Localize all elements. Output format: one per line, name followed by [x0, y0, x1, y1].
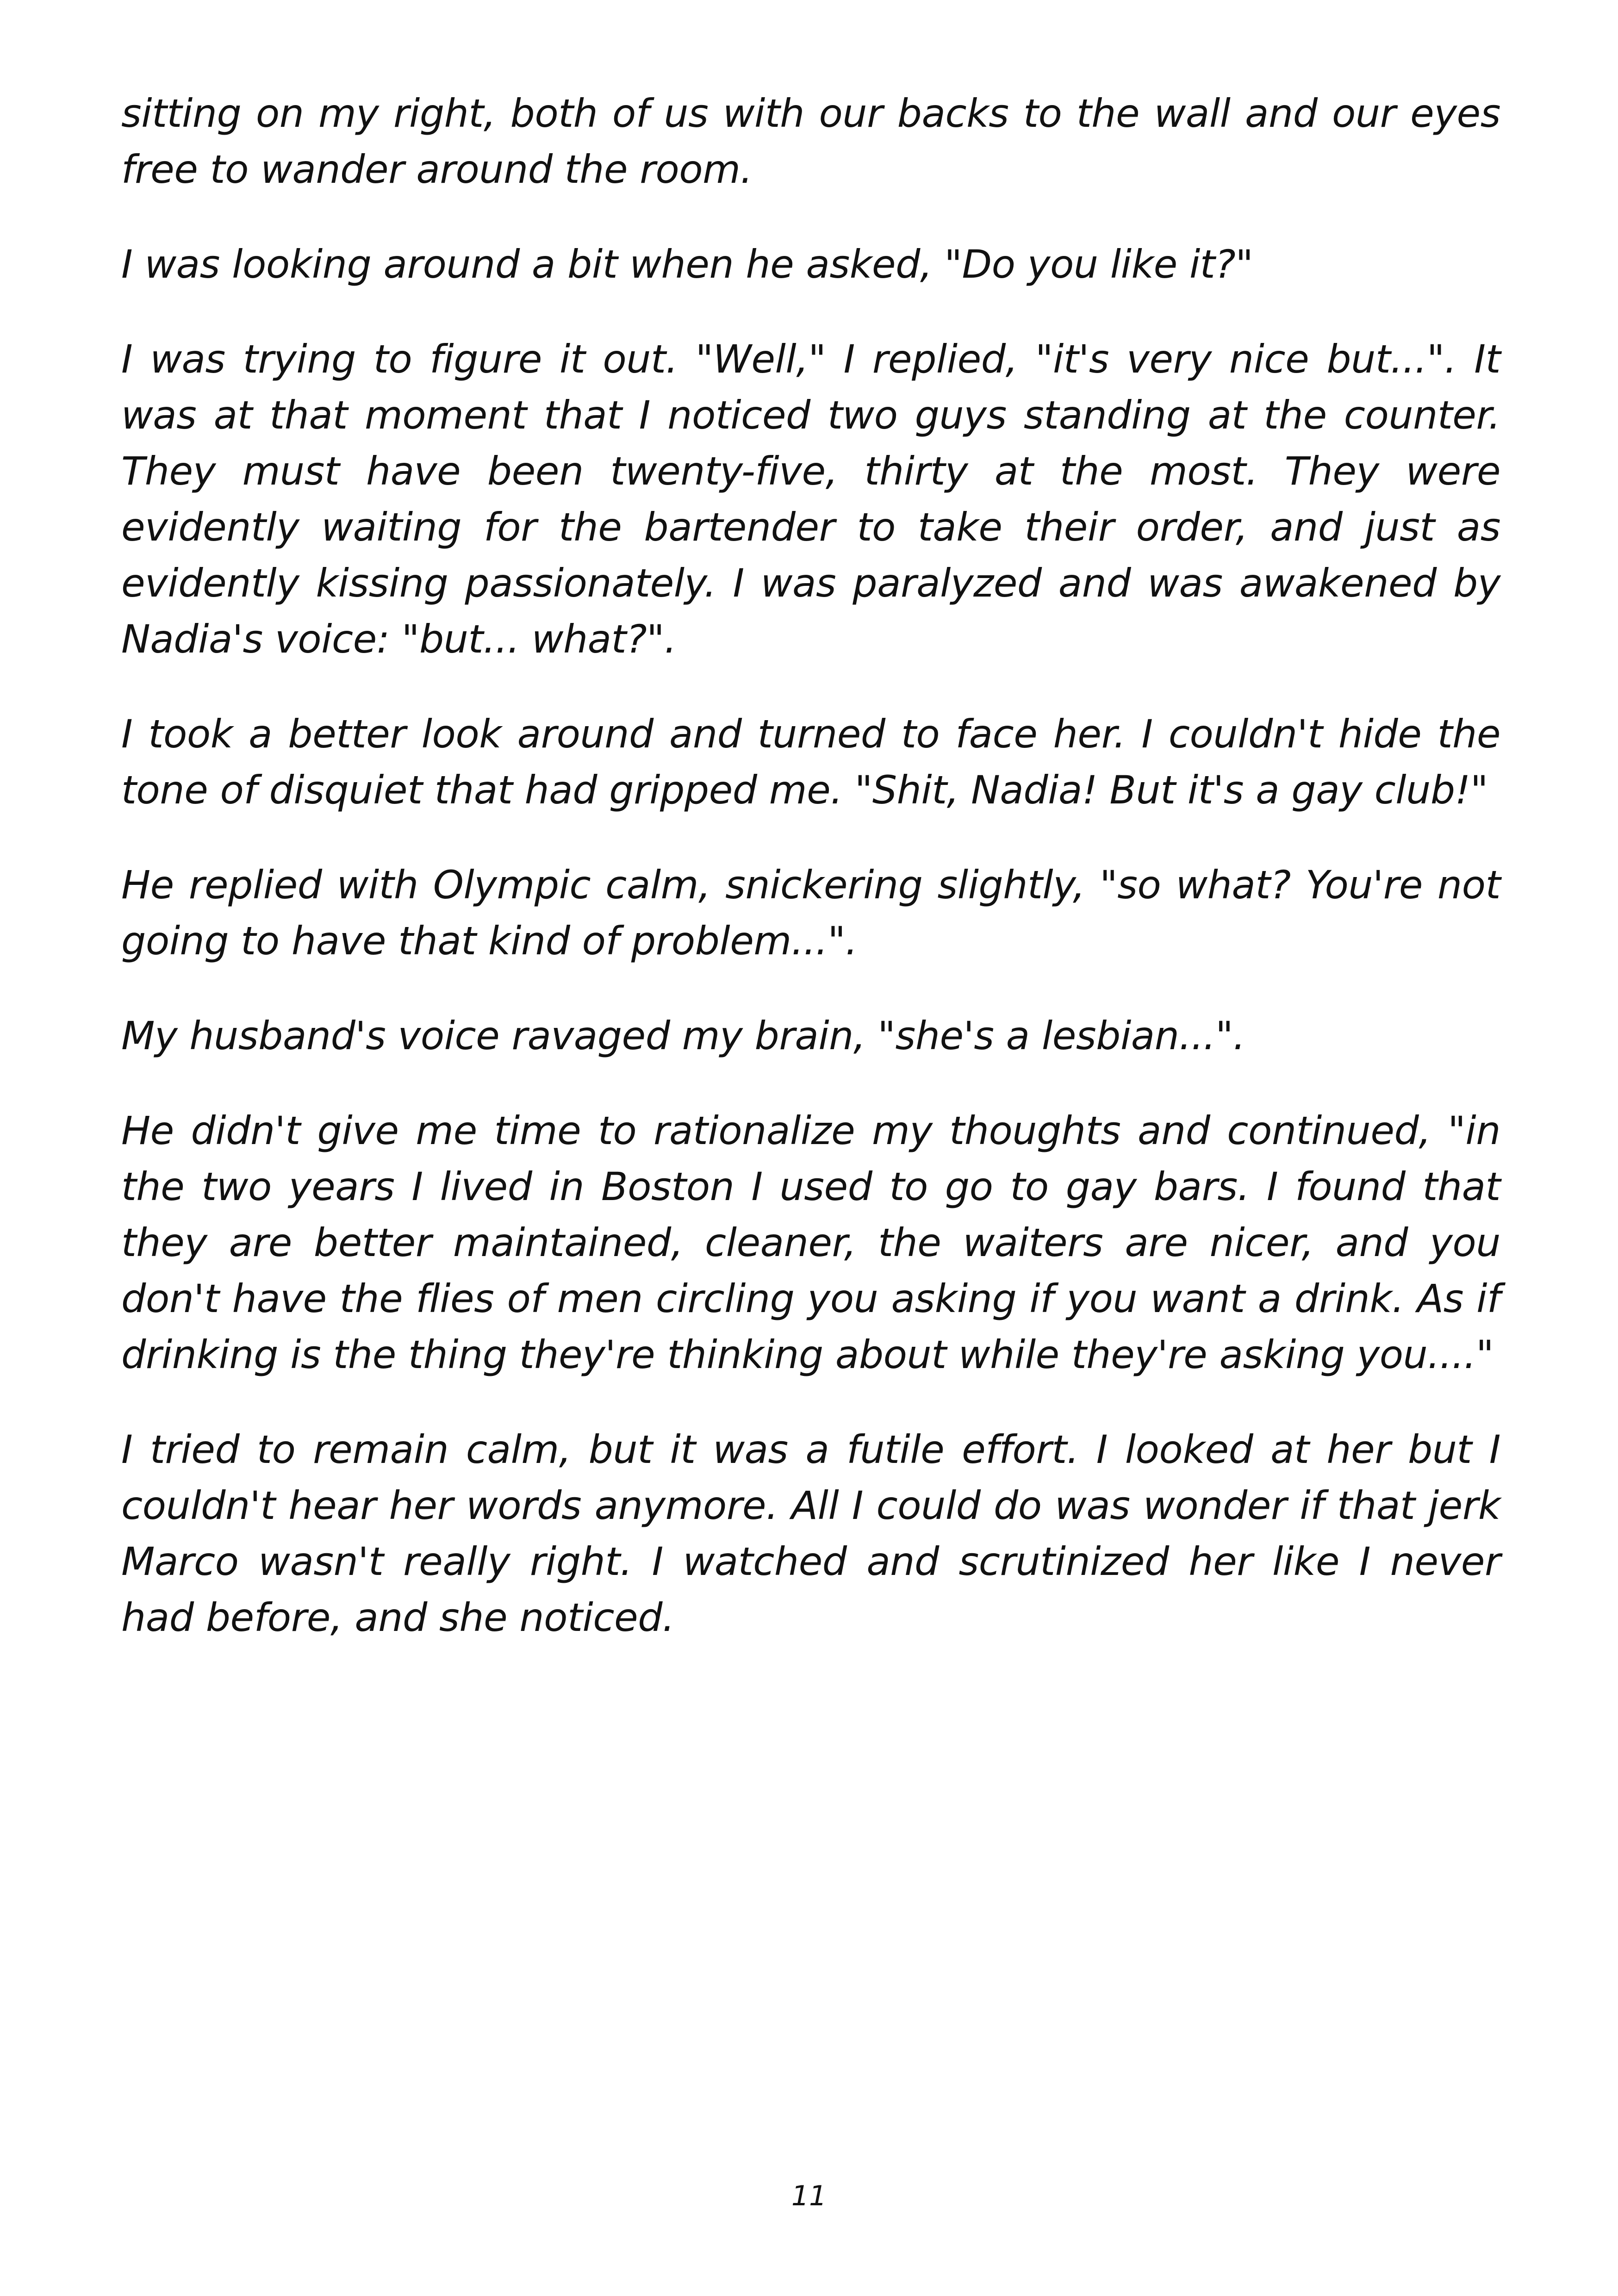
- paragraph: I was trying to figure it out. "Well," I replied, "it's very nice but...". It was at that moment that I noticed two guys standing at the counter. They must have been twenty-five, thirty at the most. They were evidently waiting for the bartender to take their order, and just as evidently kissing passionately. I was paralyzed and was awakened by Nadia's voice: "but... what?".: [121, 336, 1500, 662]
- paragraph: sitting on my right, both of us with our backs to the wall and our eyes free to wander around the room.: [121, 91, 1500, 192]
- paragraph: I tried to remain calm, but it was a futile effort. I looked at her but I couldn't hear her words anymore. All I could do was wonder if that jerk Marco wasn't really right. I watched and scrutinized her like I never had before, and she noticed.: [121, 1427, 1500, 1640]
- paragraph: I took a better look around and turned to face her. I couldn't hide the tone of disquiet that had gripped me. "Shit, Nadia! But it's a gay club!": [121, 711, 1500, 813]
- paragraph: My husband's voice ravaged my brain, "she's a lesbian...".: [121, 1013, 1245, 1058]
- paragraph: He didn't give me time to rationalize my thoughts and continued, "in the two years I lived in Boston I used to go to gay bars. I found that they are better maintained, cleaner, the waiters are nicer, and you don't have the flies of men circling you asking if you want a drink. As if drinking is the thing they're thinking about while they're asking you....": [121, 1108, 1500, 1377]
- paragraph: He replied with Olympic calm, snickering slightly, "so what? You're not going to have that kind of problem...".: [121, 862, 1500, 964]
- body-text: [121, 86, 1500, 1685]
- page-number: 11: [791, 2180, 827, 2212]
- paragraph: I was looking around a bit when he asked, "Do you like it?": [121, 242, 1253, 287]
